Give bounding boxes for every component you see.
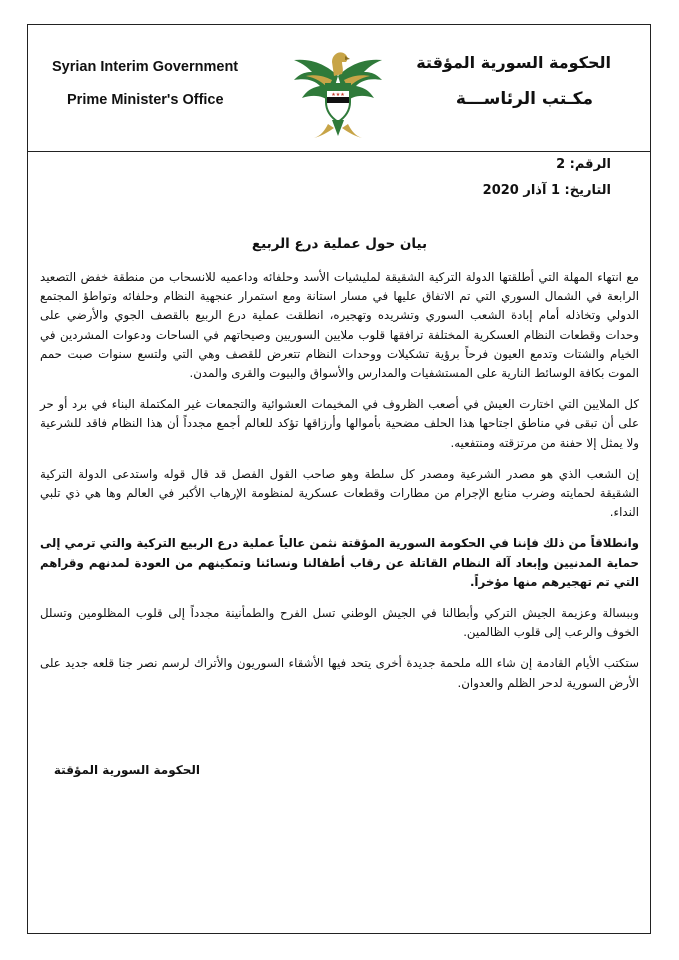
paragraph-5: وببسالة وعزيمة الجيش التركي وأبطالنا في الجيش الوطني تسل الفرح والطمأنينة مجدداً إلى قلوب المظلومين وتسلل الخوف والرعب إلى قلوب الظالمين. <box>40 606 639 640</box>
header-ar-government: الحكومة السورية المؤقتة <box>416 53 611 72</box>
paragraph-4: وانطلاقاً من ذلك فإننا في الحكومة السورية المؤقتة نثمن عالياً عملية درع الربيع التركية والتي ترمي إلى حماية المدنيين وإبعاد آلة النظام القاتلة عن رقاب أطفالنا ونسائنا وتمكينهم من العودة لمدنهم وقراهم التي تم تهجيرهم منها مؤخراً. <box>40 536 639 589</box>
document-number: الرقم: 2 <box>556 157 611 172</box>
paragraph-3: إن الشعب الذي هو مصدر الشرعية ومصدر كل سلطة وهو صاحب القول الفصل قد قال قوله واستدعى الدولة التركية الشقيقة لحمايته وضرب منابع الإجرام من مطارات وقطعات عسكرية لمنظومة الإرهاب الأكبر في العالم وها هي ذي تلبي النداء. <box>40 466 639 520</box>
document-date: التاريخ: 1 آذار 2020 <box>482 183 611 198</box>
eagle-emblem-icon <box>288 36 388 148</box>
paragraph-2: كل الملايين التي اختارت العيش في أصعب الظروف في المخيمات العشوائية والتجمعات غير المكتملة البناء في برد أو حر على أن تبقى في مناطق اجتاحها هذا الحلف مضحية بأموالها وأرزاقها تؤكد للعالم أجمع مجدداً أن هذا النظام فاقد للشرعية ولا يمثل إلا حفنة من مرتزقته ومنتفعيه. <box>40 397 639 450</box>
header-en-government: Syrian Interim Government <box>52 59 239 75</box>
svg-text:★★★: ★★★ <box>331 92 345 98</box>
header-en-office: Prime Minister's Office <box>67 92 224 108</box>
statement-title: بيان حول عملية درع الربيع <box>251 236 428 252</box>
paragraph-1: مع انتهاء المهلة التي أطلقتها الدولة التركية الشقيقة لمليشيات الأسد وحلفائه وداعميه للانسحاب من منطقة خفض التصعيد الرابعة في الشمال السوري التي تم الاتفاق عليها في مسار استانة ومع استمرار عنجهية النظام وحلفائه وتواطؤ المجتمع الدولي وتخاذله أمام إبادة الشعب السوري وتشريده وتهجيره، انطلقت عملية درع الربيع بالقصف الجوي والأرضي على وحدات وقطعات النظام العسكرية المختلفة ترافقها قلوب ملايين السوريين وصيحاتهم في الساحات ودعوات المشردين في الخيام والشتات وتدمع العيون فرحاً برؤية تشكيلات ووحدات النظام تتعرض للقصف وهي التي ولتسع سنوات صبت حمم الموت بكافة الوسائط النارية على المستشفيات والمدارس والأسواق والبيوت والقرى والمدن. <box>40 270 639 381</box>
statement-body <box>40 268 639 705</box>
header-ar-office: مكـتب الرئاســـة <box>455 89 593 109</box>
signature: الحكومة السورية المؤقتة <box>53 763 200 777</box>
paragraph-6: ستكتب الأيام القادمة إن شاء الله ملحمة جديدة أخرى يتحد فيها الأشقاء السوريون والأتراك لرسم نصر جنا قلعه جديد على الأرض السورية لدحر الظلم والعدوان. <box>40 656 639 690</box>
header-divider <box>28 151 650 152</box>
